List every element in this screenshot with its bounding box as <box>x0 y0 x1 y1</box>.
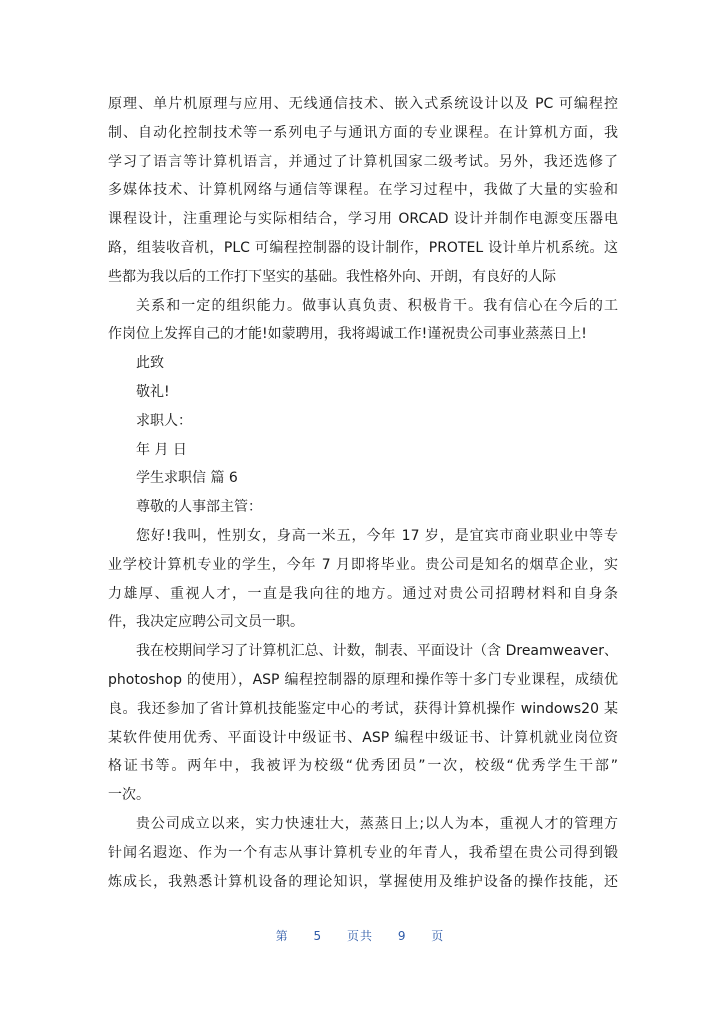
footer-prefix: 第 <box>275 929 289 943</box>
text-line: 学生求职信 篇 6 <box>136 470 238 487</box>
text-line: 良。我还参加了省计算机技能鉴定中心的考试，获得计算机操作 windows20 某 <box>108 700 618 717</box>
footer-current-page: 5 <box>313 929 323 943</box>
text-line: 课程设计，注重理论与实际相结合，学习用 ORCAD 设计并制作电源变压器电 <box>108 211 618 228</box>
text-line: 您好!我叫，性别女，身高一米五，今年 17 岁，是宜宾市商业职业中等专 <box>136 527 618 544</box>
page-footer <box>0 927 720 944</box>
text-line: 此致 <box>136 355 164 372</box>
text-line: 件，我决定应聘公司文员一职。 <box>108 614 304 631</box>
text-line: 些都为我以后的工作打下坚实的基础。我性格外向、开朗，有良好的人际 <box>108 268 556 285</box>
document-body <box>108 90 618 896</box>
text-line: 作岗位上发挥自己的才能!如蒙聘用，我将竭诚工作!谨祝贵公司事业蒸蒸日上! <box>108 326 587 343</box>
text-line: 尊敬的人事部主管： <box>136 499 262 516</box>
footer-total-pages: 9 <box>397 929 407 943</box>
text-line: 路，组装收音机，PLC 可编程控制器的设计制作，PROTEL 设计单片机系统。这 <box>108 239 618 256</box>
text-line: 多媒体技术、计算机网络与通信等课程。在学习过程中，我做了大量的实验和 <box>108 182 618 199</box>
text-line: 原理、单片机原理与应用、无线通信技术、嵌入式系统设计以及 PC 可编程控 <box>108 96 618 112</box>
text-line: 业学校计算机专业的学生，今年 7 月即将毕业。贵公司是知名的烟草企业，实 <box>108 556 618 573</box>
footer-suffix: 页 <box>431 929 445 943</box>
text-line: 针闻名遐迩、作为一个有志从事计算机专业的年青人，我希望在贵公司得到锻 <box>108 844 618 861</box>
text-line: 一次。 <box>108 787 150 804</box>
text-line: 学习了语言等计算机语言，并通过了计算机国家二级考试。另外，我还选修了 <box>108 153 618 170</box>
text-line: 我在校期间学习了计算机汇总、计数，制表、平面设计（含 Dreamweaver、 <box>136 643 618 660</box>
text-line: 炼成长，我熟悉计算机设备的理论知识，掌握使用及维护设备的操作技能，还 <box>108 873 618 890</box>
text-line: 求职人： <box>136 412 192 429</box>
text-line: 关系和一定的组织能力。做事认真负责、积极肯干。我有信心在今后的工 <box>136 297 618 314</box>
text-line: 年 月 日 <box>136 441 187 458</box>
text-line: 贵公司成立以来，实力快速壮大，蒸蒸日上;以人为本，重视人才的管理方 <box>136 815 618 832</box>
text-line: 力雄厚、重视人才，一直是我向往的地方。通过对贵公司招聘材料和自身条 <box>108 585 618 602</box>
text-line: 制、自动化控制技术等一系列电子与通讯方面的专业课程。在计算机方面，我 <box>108 124 618 141</box>
text-line: 格证书等。两年中，我被评为校级“优秀团员”一次，校级“优秀学生干部” <box>108 758 618 775</box>
text-line: 敬礼! <box>136 383 170 400</box>
text-line: photoshop 的使用），ASP 编程控制器的原理和操作等十多门专业课程，成绩优 <box>108 671 618 688</box>
text-line: 某软件使用优秀、平面设计中级证书、ASP 编程中级证书、计算机就业岗位资 <box>108 729 618 746</box>
footer-middle: 页共 <box>346 929 373 943</box>
